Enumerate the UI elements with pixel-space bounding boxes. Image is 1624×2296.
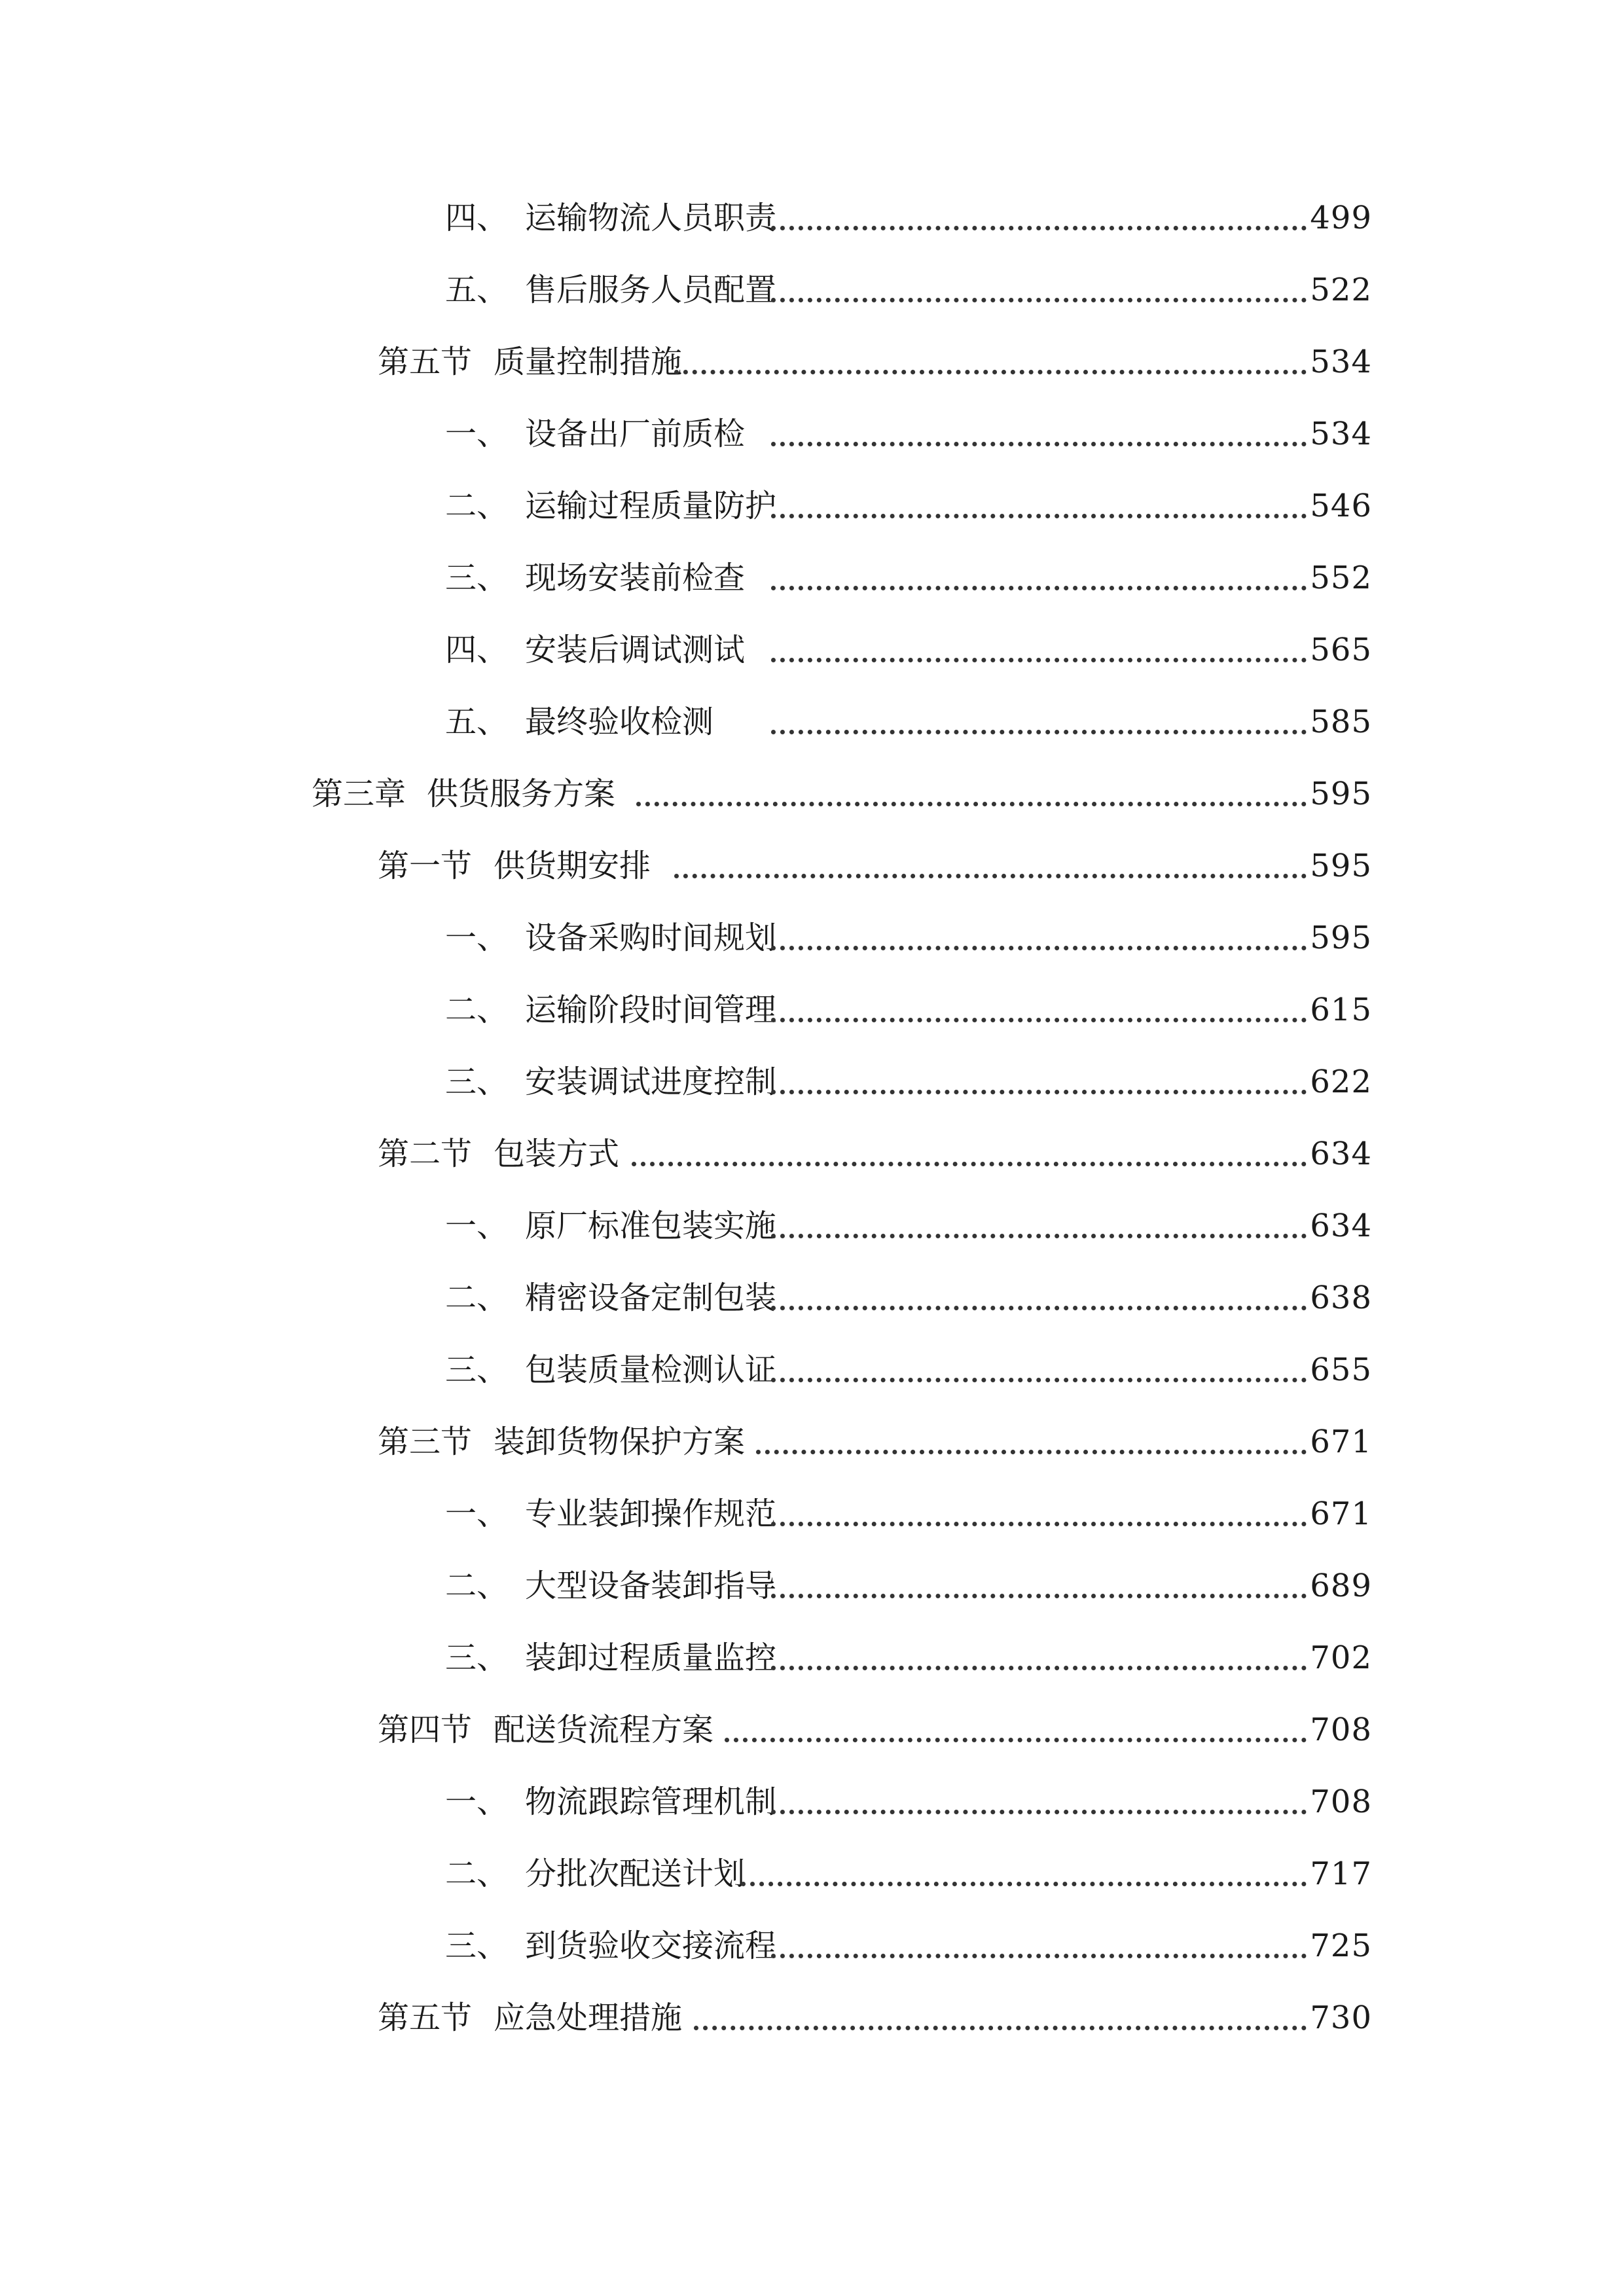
toc-entry-title[interactable]: 应急处理措施 — [494, 2000, 683, 2036]
toc-entry-number: 三、 — [445, 1352, 509, 1388]
dot-leader — [756, 1450, 1307, 1454]
toc-entry-number: 四、 — [445, 200, 509, 236]
toc-entry-number: 一、 — [445, 1496, 509, 1532]
toc-entry-page-number[interactable]: 595 — [1310, 848, 1372, 884]
toc-entry-title[interactable]: 运输过程质量防护 — [525, 488, 777, 524]
toc-entry-number: 二、 — [445, 1568, 509, 1604]
toc-entry-number: 第二节 — [378, 1136, 473, 1172]
toc-entry-number: 第五节 — [378, 2000, 473, 2036]
toc-entry[interactable] — [0, 264, 1624, 316]
toc-entry-number: 二、 — [445, 488, 509, 524]
toc-entry[interactable] — [0, 1992, 1624, 2044]
toc-entry-page-number[interactable]: 534 — [1310, 416, 1372, 452]
toc-entry-page-number[interactable]: 585 — [1310, 704, 1372, 740]
toc-entry-page-number[interactable]: 730 — [1310, 2000, 1372, 2036]
toc-entry[interactable] — [0, 1416, 1624, 1468]
toc-entry-title[interactable]: 分批次配送计划 — [525, 1856, 746, 1892]
toc-entry-number: 一、 — [445, 1784, 509, 1820]
dot-leader — [771, 1018, 1307, 1022]
toc-entry-title[interactable]: 包装方式 — [494, 1136, 620, 1172]
dot-leader — [771, 442, 1307, 446]
dot-leader — [771, 1378, 1307, 1382]
toc-entry-title[interactable]: 装卸货物保护方案 — [494, 1424, 746, 1460]
dot-leader — [771, 1306, 1307, 1310]
toc-entry-number: 第三章 — [312, 776, 406, 812]
toc-entry-page-number[interactable]: 595 — [1310, 920, 1372, 956]
toc-entry-number: 二、 — [445, 1856, 509, 1892]
toc-entry-page-number[interactable]: 708 — [1310, 1712, 1372, 1748]
dot-leader — [771, 226, 1307, 230]
toc-entry-title[interactable]: 运输阶段时间管理 — [525, 992, 777, 1028]
toc-entry-title[interactable]: 售后服务人员配置 — [525, 272, 777, 308]
dot-leader — [771, 1522, 1307, 1526]
toc-entry-page-number[interactable]: 671 — [1310, 1424, 1372, 1460]
toc-entry[interactable] — [0, 552, 1624, 604]
toc-entry-page-number[interactable]: 565 — [1310, 632, 1372, 668]
toc-entry-page-number[interactable]: 655 — [1310, 1352, 1372, 1388]
dot-leader — [771, 658, 1307, 662]
toc-entry-number: 五、 — [445, 704, 509, 740]
dot-leader — [771, 1810, 1307, 1814]
dot-leader — [632, 1162, 1307, 1166]
toc-entry-page-number[interactable]: 708 — [1310, 1784, 1372, 1820]
toc-entry-page-number[interactable]: 552 — [1310, 560, 1372, 596]
toc-entry[interactable] — [0, 912, 1624, 964]
dot-leader — [636, 802, 1307, 806]
dot-leader — [725, 1738, 1307, 1742]
toc-entry[interactable] — [0, 624, 1624, 676]
dot-leader — [771, 1090, 1307, 1094]
toc-entry-title[interactable]: 原厂标准包装实施 — [525, 1208, 777, 1244]
toc-entry-number: 第一节 — [378, 848, 473, 884]
dot-leader — [674, 874, 1307, 878]
toc-entry-title[interactable]: 到货验收交接流程 — [525, 1928, 777, 1964]
toc-entry-number: 第四节 — [378, 1712, 473, 1748]
toc-entry-page-number[interactable]: 622 — [1310, 1064, 1372, 1100]
toc-entry-title[interactable]: 物流跟踪管理机制 — [525, 1784, 777, 1820]
toc-entry-number: 二、 — [445, 1280, 509, 1316]
toc-entry-number: 一、 — [445, 1208, 509, 1244]
toc-entry-page-number[interactable]: 634 — [1310, 1136, 1372, 1172]
toc-entry-title[interactable]: 专业装卸操作规范 — [525, 1496, 777, 1532]
toc-entry-title[interactable]: 供货期安排 — [494, 848, 651, 884]
dot-leader — [771, 1666, 1307, 1670]
dot-leader — [771, 586, 1307, 590]
toc-entry[interactable] — [0, 1128, 1624, 1180]
toc-entry[interactable] — [0, 1848, 1624, 1900]
toc-entry[interactable] — [0, 1272, 1624, 1324]
toc-entry-number: 三、 — [445, 560, 509, 596]
toc-entry-title[interactable]: 运输物流人员职责 — [525, 200, 777, 236]
toc-entry-page-number[interactable]: 534 — [1310, 344, 1372, 380]
toc-entry-page-number[interactable]: 595 — [1310, 776, 1372, 812]
toc-entry-title[interactable]: 大型设备装卸指导 — [525, 1568, 777, 1604]
toc-entry[interactable] — [0, 336, 1624, 388]
toc-entry[interactable] — [0, 1560, 1624, 1612]
toc-entry-title[interactable]: 精密设备定制包装 — [525, 1280, 777, 1316]
dot-leader — [771, 514, 1307, 518]
toc-entry-number: 二、 — [445, 992, 509, 1028]
toc-entry[interactable] — [0, 408, 1624, 460]
dot-leader — [771, 1954, 1307, 1958]
toc-entry-page-number[interactable]: 702 — [1310, 1640, 1372, 1676]
toc-entry[interactable] — [0, 1200, 1624, 1252]
toc-entry[interactable] — [0, 1776, 1624, 1828]
toc-entry[interactable] — [0, 768, 1624, 820]
toc-entry-number: 三、 — [445, 1640, 509, 1676]
toc-entry-title[interactable]: 配送货流程方案 — [494, 1712, 714, 1748]
toc-entry[interactable] — [0, 984, 1624, 1036]
toc-entry[interactable] — [0, 1704, 1624, 1756]
toc-entry-number: 第三节 — [378, 1424, 473, 1460]
toc-entry-page-number[interactable]: 634 — [1310, 1208, 1372, 1244]
toc-entry[interactable] — [0, 840, 1624, 892]
toc-entry-title[interactable]: 设备采购时间规划 — [525, 920, 777, 956]
dot-leader — [771, 946, 1307, 950]
toc-entry-page-number[interactable]: 615 — [1310, 992, 1372, 1028]
toc-entry-number: 一、 — [445, 920, 509, 956]
toc-entry-title[interactable]: 安装调试进度控制 — [525, 1064, 777, 1100]
toc-entry[interactable] — [0, 1488, 1624, 1540]
toc-entry-title[interactable]: 装卸过程质量监控 — [525, 1640, 777, 1676]
toc-entry-page-number[interactable]: 725 — [1310, 1928, 1372, 1964]
toc-entry-page-number[interactable]: 671 — [1310, 1496, 1372, 1532]
toc-entry-title[interactable]: 质量控制措施 — [494, 344, 683, 380]
toc-entry-title[interactable]: 设备出厂前质检 — [525, 416, 746, 452]
toc-entry-title[interactable]: 安装后调试测试 — [525, 632, 746, 668]
dot-leader — [771, 1594, 1307, 1598]
dot-leader — [771, 1234, 1307, 1238]
toc-entry-page-number[interactable]: 689 — [1310, 1568, 1372, 1604]
dot-leader — [741, 1882, 1307, 1886]
toc-entry-page-number[interactable]: 638 — [1310, 1280, 1372, 1316]
toc-entry[interactable] — [0, 1344, 1624, 1396]
toc-entry-page-number[interactable]: 717 — [1310, 1856, 1372, 1892]
toc-entry-number: 五、 — [445, 272, 509, 308]
toc-entry-number: 四、 — [445, 632, 509, 668]
toc-entry-page-number[interactable]: 499 — [1310, 200, 1372, 236]
toc-entry[interactable] — [0, 192, 1624, 244]
dot-leader — [694, 2026, 1307, 2030]
toc-entry-number: 一、 — [445, 416, 509, 452]
toc-entry-title[interactable]: 现场安装前检查 — [525, 560, 746, 596]
toc-entry-page-number[interactable]: 546 — [1310, 488, 1372, 524]
dot-leader — [674, 370, 1307, 374]
toc-entry[interactable] — [0, 1056, 1624, 1108]
toc-entry-number: 三、 — [445, 1928, 509, 1964]
toc-entry[interactable] — [0, 1920, 1624, 1972]
dot-leader — [771, 298, 1307, 302]
toc-entry-title[interactable]: 最终验收检测 — [525, 704, 714, 740]
toc-entry-number: 第五节 — [378, 344, 473, 380]
toc-entry-number: 三、 — [445, 1064, 509, 1100]
toc-entry[interactable] — [0, 1632, 1624, 1684]
dot-leader — [771, 730, 1307, 734]
toc-entry[interactable] — [0, 696, 1624, 748]
toc-entry-title[interactable]: 包装质量检测认证 — [525, 1352, 777, 1388]
toc-entry-title[interactable]: 供货服务方案 — [427, 776, 616, 812]
toc-entry[interactable] — [0, 480, 1624, 532]
toc-entry-page-number[interactable]: 522 — [1310, 272, 1372, 308]
